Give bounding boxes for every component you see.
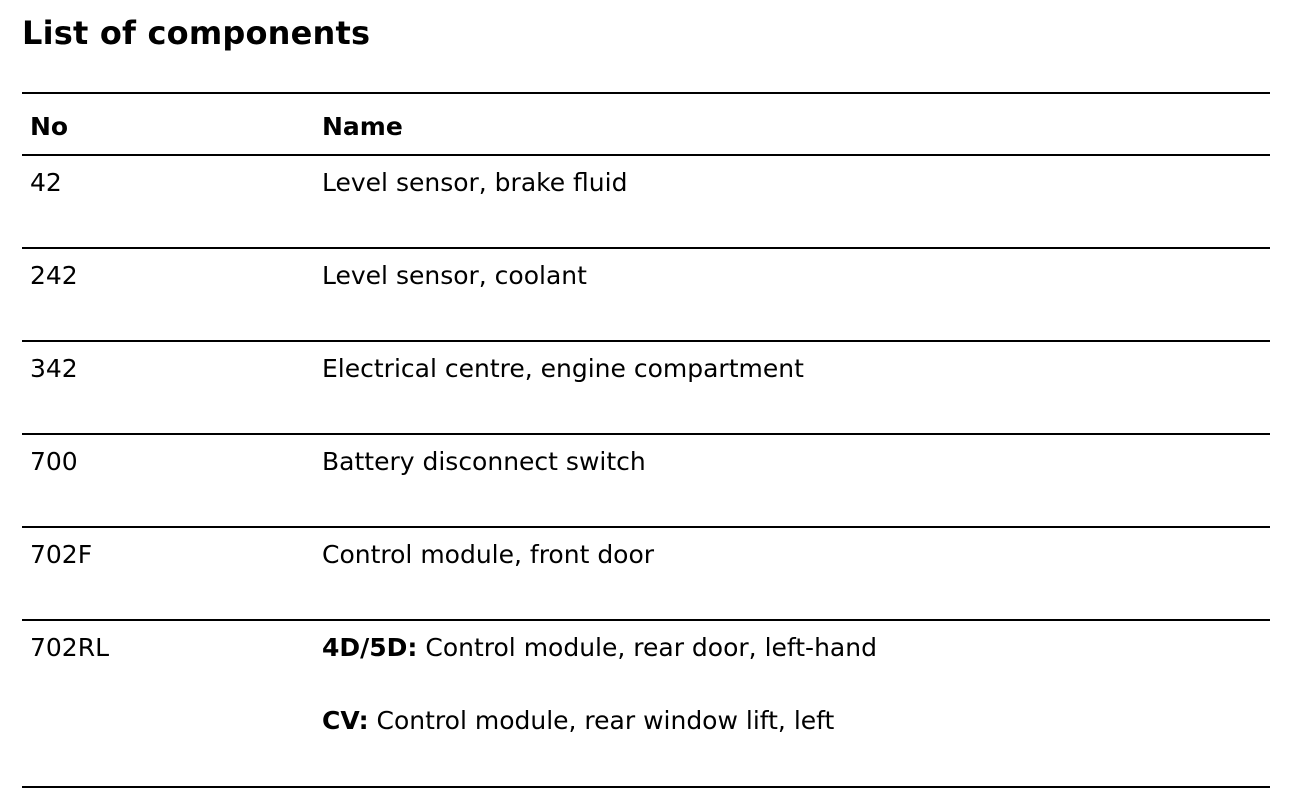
table-row	[22, 342, 1270, 433]
component-number: 242	[30, 261, 78, 290]
table-row	[22, 528, 1270, 619]
table-row	[22, 621, 1270, 786]
table-header-row	[22, 94, 1270, 154]
page-title: List of components	[22, 14, 371, 52]
table-row	[22, 435, 1270, 526]
variant-label: CV:	[322, 706, 369, 735]
column-header-no: No	[30, 112, 69, 141]
table-bottom-rule	[22, 786, 1270, 788]
component-number: 702F	[30, 540, 93, 569]
component-number: 42	[30, 168, 62, 197]
component-name: Battery disconnect switch	[322, 447, 646, 476]
table-row	[22, 156, 1270, 247]
components-table	[22, 92, 1270, 788]
component-number: 342	[30, 354, 78, 383]
column-header-name: Name	[322, 112, 403, 141]
variant-label: 4D/5D:	[322, 633, 418, 662]
variant-name: Control module, rear door, left-hand	[417, 633, 877, 662]
component-name-variants	[322, 633, 1270, 786]
component-number: 700	[30, 447, 78, 476]
component-number: 702RL	[30, 633, 110, 662]
table-row	[22, 249, 1270, 340]
variant-line	[322, 633, 1270, 662]
component-name: Level sensor, brake fluid	[322, 168, 628, 197]
component-name: Level sensor, coolant	[322, 261, 587, 290]
component-name: Control module, front door	[322, 540, 655, 569]
component-name: Electrical centre, engine compartment	[322, 354, 804, 383]
variant-name: Control module, rear window lift, left	[368, 706, 835, 735]
variant-line	[322, 706, 1270, 735]
